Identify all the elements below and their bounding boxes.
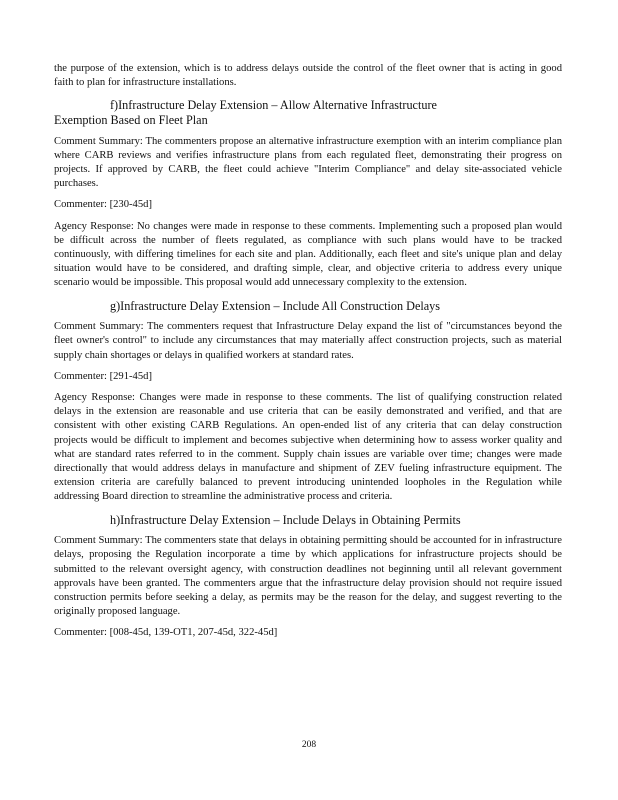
section-h-commenter: Commenter: [008-45d, 139-OT1, 207-45d, 322-45d] [54,627,278,639]
section-f-heading-line2: Exemption Based on Fleet Plan [54,113,208,127]
section-h-comment-summary: Comment Summary: The commenters state that delays in obtaining permitting should be accounted for in infrastructure delays, proposing the Regulation incorporate a time by which applications for infrastructure projects should be submitted to the relevant oversight agency, with construction deadlines not beginning until all relevant government approvals have been granted. The commenters argue that the infrastructure delay provision should not require issued construction permits before seeking a delay, as permits may be the reason for the delay, and suggest reverting to the originally proposed language. [54,535,562,618]
section-g-agency-response: Agency Response: Changes were made in response to these comments. The list of qualifying construction related delays in the extension are reasonable and use criteria that can be easily demonstrated and verified, and that are consistent with other existing CARB Regulations. An open-ended list of any criteria that can delay construction projects would be difficult to implement and becomes subjective when determining how to assess worker quality and what are standard rates referred to in the comment. Supply chain issues are variable over time; changes were made directionally that would address delays in manufacture and shipment of ZEV fueling infrastructure equipment. The extension criteria are carefully balanced to prevent introducing unintended loopholes in the Regulation while addressing Board direction to streamline the administrative process and criteria. [54,392,562,503]
section-f-commenter: Commenter: [230-45d] [54,199,152,211]
section-f-heading-line1: f)Infrastructure Delay Extension – Allow Alternative Infrastructure [110,98,437,113]
section-h-heading [54,513,562,528]
section-f-heading [54,98,562,113]
section-h-heading-line1: h)Infrastructure Delay Extension – Include Delays in Obtaining Permits [110,512,461,527]
section-f-comment-summary: Comment Summary: The commenters propose an alternative infrastructure exemption with an interim compliance plan where CARB reviews and verifies infrastructure plans from each regulated fleet, demonstrating their progress on projects. If approved by CARB, the fleet could achieve "Interim Compliance" and delay site-associated vehicle purchases. [54,135,562,190]
section-f-heading-line2-wrap [54,113,562,128]
section-f-agency-response: Agency Response: No changes were made in response to these comments. Implementing such a proposed plan would be difficult across the number of fleets regulated, as compliance with such plans would have to be tracked continuously, with differing timelines for each site and plan. Additionally, each fleet and site's unique plan and delay situation would have to be considered, and drafting simple, clear, and objective criteria to address every unique scenario would be impossible. This proposal would add unnecessary complexity to the extension. [54,220,562,289]
section-g-commenter: Commenter: [291-45d] [54,370,152,382]
section-g-heading [54,299,562,314]
intro-paragraph: the purpose of the extension, which is to address delays outside the control of the fleet owner that is acting in good faith to plan for infrastructure installations. [54,63,562,89]
page-number: 208 [301,740,317,750]
section-g-comment-summary: Comment Summary: The commenters request that Infrastructure Delay expand the list of "circumstances beyond the fleet owner's control" to include any circumstances that may materially affect construction projects, such as material supply chain shortages or delays in qualified workers at standard rates. [54,321,562,361]
section-g-heading-line1: g)Infrastructure Delay Extension – Include All Construction Delays [110,298,440,313]
document-page [54,62,562,641]
